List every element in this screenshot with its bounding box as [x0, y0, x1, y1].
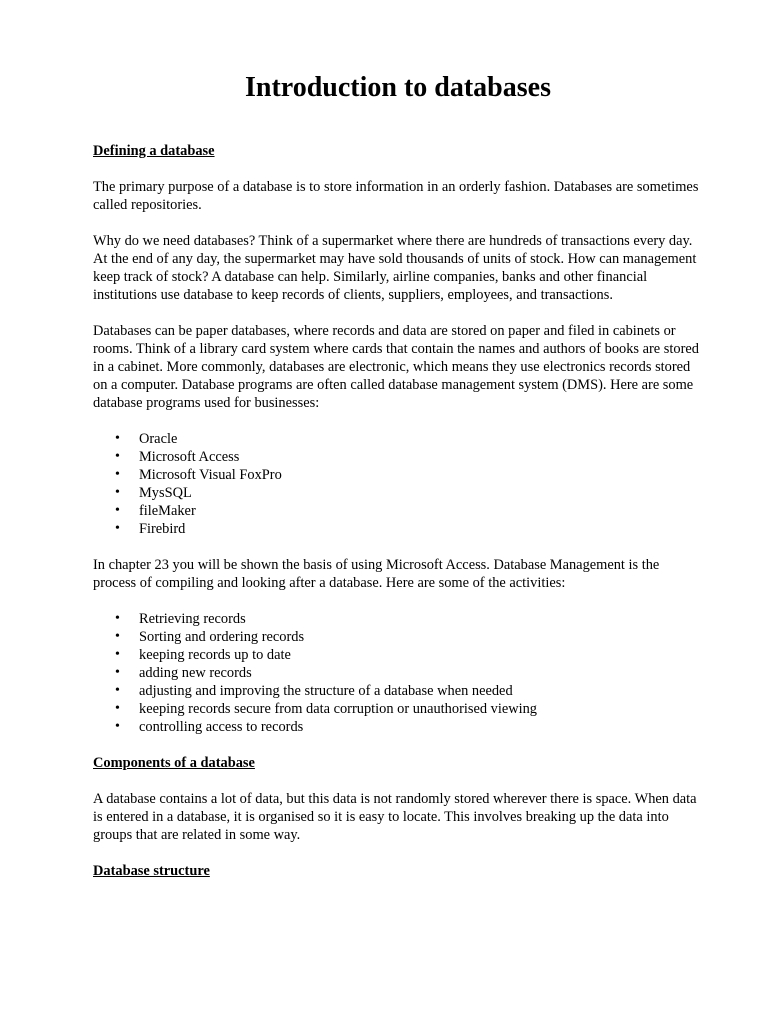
- list-item: • Oracle: [93, 430, 703, 448]
- list-item: • Firebird: [93, 520, 703, 538]
- list-item: • MysSQL: [93, 484, 703, 502]
- list-item: • fileMaker: [93, 502, 703, 520]
- document-page: [93, 68, 703, 880]
- paragraph-management: In chapter 23 you will be shown the basis of using Microsoft Access. Database Management is the process of compiling and looking after a database. Here are some of the activities:: [93, 557, 660, 591]
- paragraph-purpose: The primary purpose of a database is to store information in an orderly fashion. Databases are sometimes called repositories.: [93, 179, 699, 213]
- activities-list: [93, 610, 703, 736]
- section-heading-structure: Database structure: [93, 863, 210, 879]
- database-programs-list: [93, 430, 703, 538]
- list-item: • Microsoft Visual FoxPro: [93, 466, 703, 484]
- list-item: • keeping records up to date: [93, 646, 703, 664]
- section-heading-defining: Defining a database: [93, 143, 215, 159]
- list-item: • Sorting and ordering records: [93, 628, 703, 646]
- page-title: Introduction to databases: [245, 72, 551, 103]
- section-heading-components: Components of a database: [93, 755, 255, 771]
- list-item: • keeping records secure from data corruption or unauthorised viewing: [93, 700, 703, 718]
- paragraph-why-need: Why do we need databases? Think of a supermarket where there are hundreds of transactions every day. At the end of any day, the supermarket may have sold thousands of units of stock. How can management keep track of stock? A database can help. Similarly, airline companies, banks and other financial institutions use database to keep records of clients, suppliers, employees, and transactions.: [93, 233, 697, 303]
- list-item: • controlling access to records: [93, 718, 703, 736]
- paragraph-paper-databases: Databases can be paper databases, where records and data are stored on paper and filed in cabinets or rooms. Think of a library card system where cards that contain the names and authors of books are stored in a cabinet. More commonly, databases are electronic, which means they use electronics records stored on a computer. Database programs are often called database management system (DMS). Here are some database programs used for businesses:: [93, 323, 699, 411]
- list-item: • Microsoft Access: [93, 448, 703, 466]
- list-item: • adjusting and improving the structure of a database when needed: [93, 682, 703, 700]
- list-item: • Retrieving records: [93, 610, 703, 628]
- paragraph-components: A database contains a lot of data, but this data is not randomly stored wherever there is space. When data is entered in a database, it is organised so it is easy to locate. This involves breaking up the data into groups that are related in some way.: [93, 791, 697, 843]
- list-item: • adding new records: [93, 664, 703, 682]
